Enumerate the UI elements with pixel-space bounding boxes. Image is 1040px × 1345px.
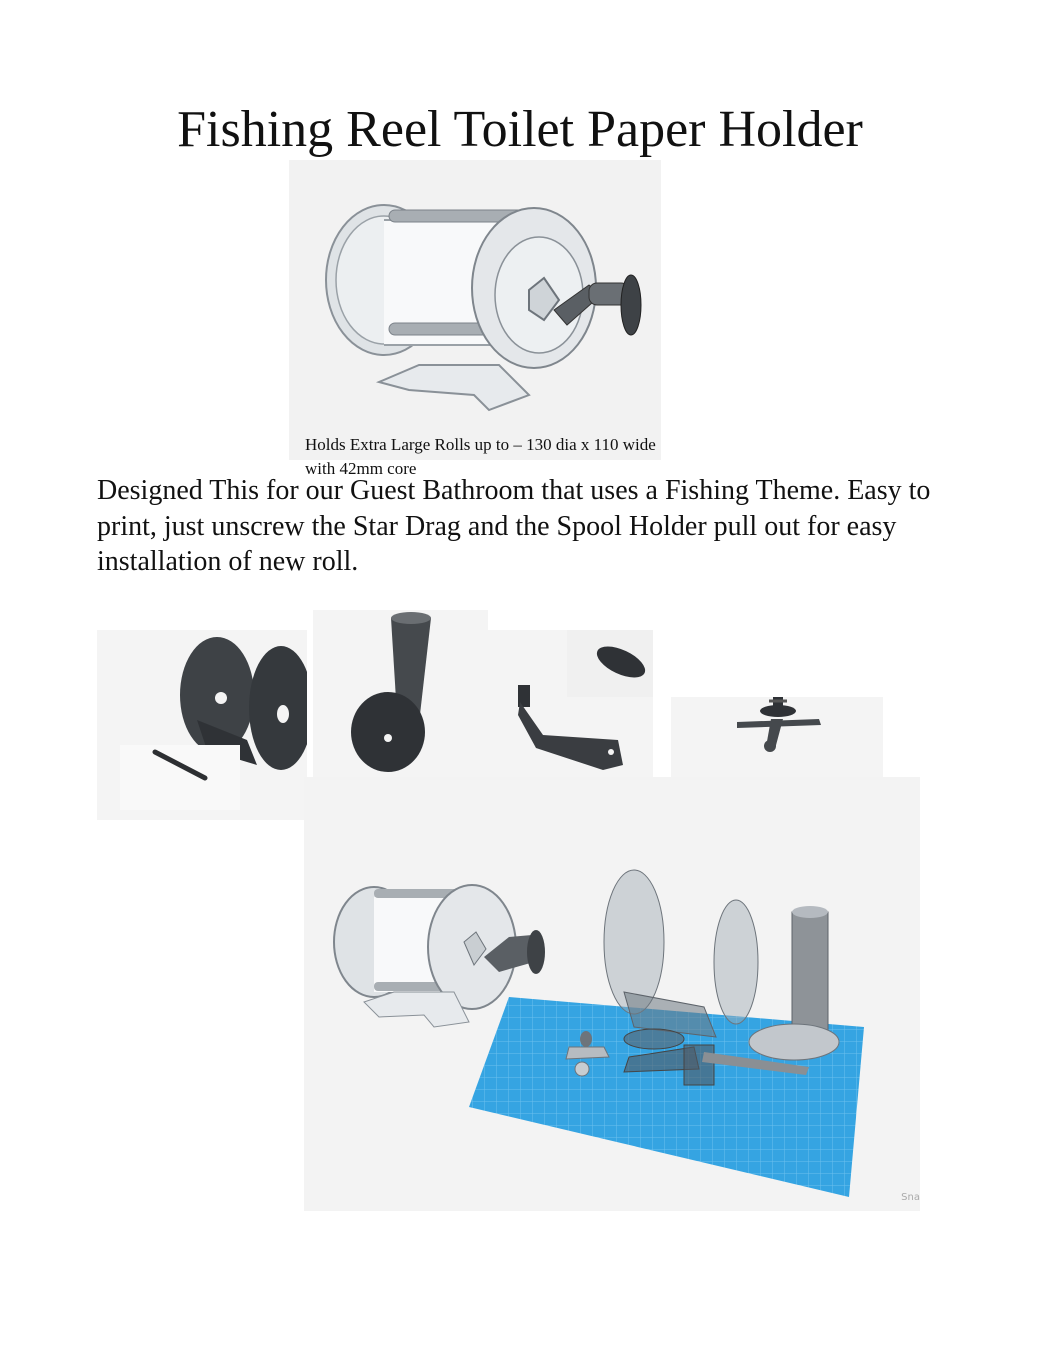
crank-handle-image [488, 630, 653, 777]
side-plates-image [97, 630, 307, 820]
star-drag-image [671, 697, 883, 777]
description-paragraph: Designed This for our Guest Bathroom that uses a Fishing Theme. Easy to print, just unscrew the Star Drag and the Spool Holder pull out for easy installation of new roll. [97, 475, 931, 577]
assembly-image [304, 777, 920, 1211]
hero-image [289, 160, 661, 460]
hero-caption: Holds Extra Large Rolls up to – 130 dia x 110 wide with 42mm core [305, 435, 656, 478]
page-title: Fishing Reel Toilet Paper Holder [177, 101, 863, 158]
watermark-text: Sna [901, 1192, 920, 1203]
spindle-image [313, 610, 488, 780]
